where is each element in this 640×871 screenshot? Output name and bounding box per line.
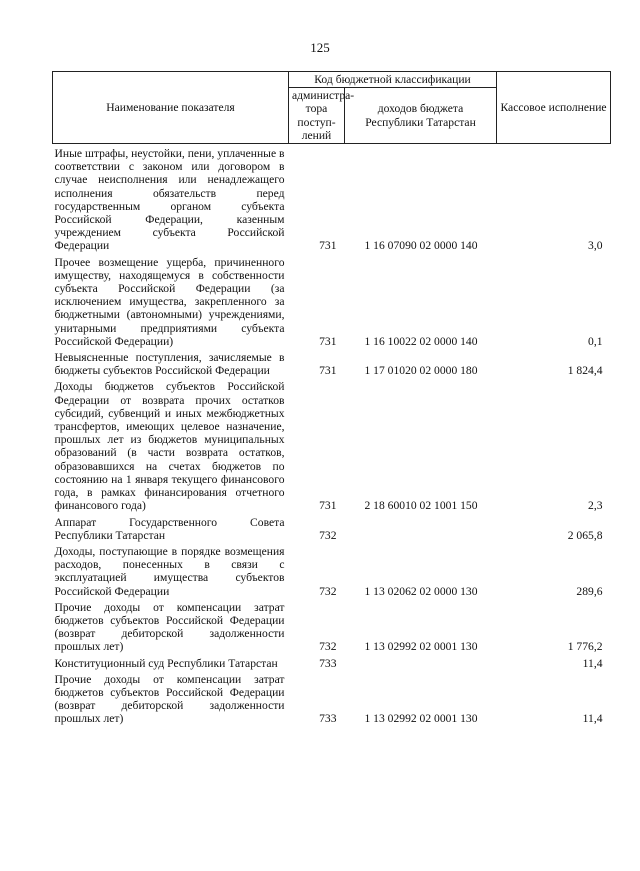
row-budget-code: 1 17 01020 02 0000 180 [364,364,478,378]
row-admin-code: 731 [319,364,337,378]
table-row [53,670,611,726]
row-admin-code: 732 [319,640,337,654]
row-amount: 1 776,2 [567,640,603,654]
row-amount: 11,4 [582,656,603,670]
row-amount: 289,6 [576,584,603,598]
row-amount: 11,4 [582,712,603,726]
row-budget-code: 1 13 02992 02 0001 130 [364,712,478,726]
row-admin-code: 732 [319,528,337,542]
row-admin-code: 731 [319,499,337,513]
row-budget-code [345,654,497,670]
row-name: Прочее возмещение ущерба, причиненного имуществу, находящемуся в собственности субъекта Российской Федерации (за исключением имущества, закрепленного за бюджетными (автономными) учреждениями, унитарными предприятиями субъекта Российской Федерации) [54,255,285,348]
table-row [53,598,611,654]
header-code: доходов бюджета Республики Татарстан [345,88,497,144]
row-amount: 2,3 [588,499,603,513]
row-name: Иные штрафы, неустойки, пени, уплаченные в соответствии с законом или договором в случае неисполнения или ненадлежащего исполнения обязательств перед государственным органом субъекта Российской Федерации, казенным учреждением субъекта Российской Федерации [54,147,285,253]
row-budget-code [345,513,497,542]
row-amount: 2 065,8 [567,528,603,542]
row-name: Прочие доходы от компенсации затрат бюджетов субъектов Российской Федерации (возврат дебиторской задолженности прошлых лет) [54,672,285,726]
row-name: Аппарат Государственного Совета Республики Татарстан [54,515,285,542]
row-admin-code: 732 [319,584,337,598]
header-name: Наименование показателя [53,72,289,144]
row-name: Невыясненные поступления, зачисляемые в бюджеты субъектов Российской Федерации [54,351,285,378]
row-budget-code: 1 13 02062 02 0000 130 [364,584,478,598]
row-name: Доходы бюджетов субъектов Российской Федерации от возврата прочих остатков субсидий, субвенций и иных межбюджетных трансфертов, имеющих целевое назначение, прошлых лет из бюджетов муниципальных образований (в части возврата остатков, образовавшихся на счетах бюджетов по состоянию на 1 января текущего финансового года, в рамках финансирования отчетного финансового года) [54,380,285,513]
header-admin: администра-тора поступ-лений [289,88,345,144]
table-header [53,72,611,144]
row-budget-code: 1 13 02992 02 0001 130 [364,640,478,654]
row-amount: 1 824,4 [567,364,603,378]
row-admin-code: 731 [319,334,337,348]
page-number: 125 [310,40,330,55]
row-budget-code: 1 16 10022 02 0000 140 [364,334,478,348]
row-amount: 0,1 [588,334,603,348]
table-row [53,513,611,542]
table-row [53,348,611,377]
table-row [53,377,611,512]
row-amount: 3,0 [588,239,603,253]
row-admin-code: 733 [319,712,337,726]
header-amount: Кассовое исполнение [497,72,611,144]
table-row [53,654,611,670]
row-admin-code: 733 [319,656,337,670]
row-name: Прочие доходы от компенсации затрат бюджетов субъектов Российской Федерации (возврат дебиторской задолженности прошлых лет) [54,600,285,654]
row-admin-code: 731 [319,239,337,253]
row-budget-code: 2 18 60010 02 1001 150 [364,499,478,513]
table-body [53,144,611,726]
table-row [53,144,611,253]
row-name: Доходы, поступающие в порядке возмещения расходов, понесенных в связи с эксплуатацией имущества субъектов Российской Федерации [54,544,285,598]
table-row [53,542,611,598]
table-row [53,253,611,348]
budget-table [52,71,611,726]
row-budget-code: 1 16 07090 02 0000 140 [364,239,478,253]
header-classification-code: Код бюджетной классификации [289,72,497,88]
row-name: Конституционный суд Республики Татарстан [54,656,278,670]
